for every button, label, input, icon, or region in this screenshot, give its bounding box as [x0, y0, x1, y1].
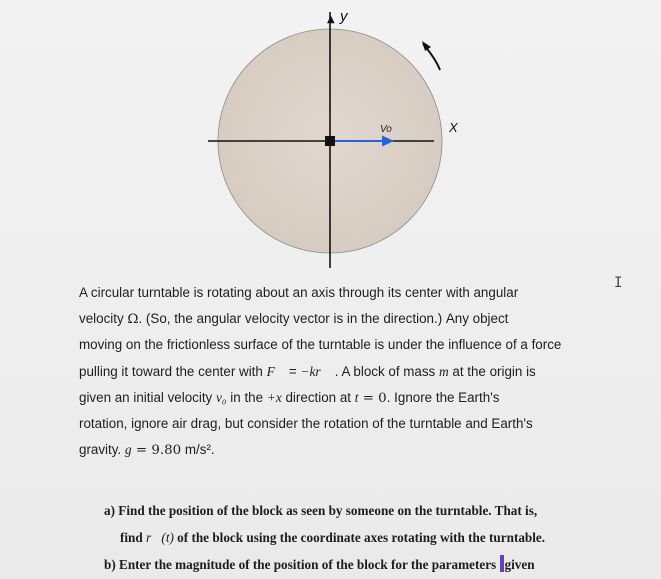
- rotation-arrowhead: [422, 41, 431, 51]
- problem-statement: [79, 280, 599, 463]
- statement-line-5: given an initial velocity v₀ in the +x direction at t = 0. Ignore the Earth's: [79, 389, 500, 406]
- question-b-line-1: b) Enter the magnitude of the position of the block for the parameters given: [104, 557, 535, 572]
- statement-line-6: rotation, ignore air drag, but consider the rotation of the turntable and Earth's: [79, 415, 533, 431]
- questions: [104, 497, 604, 578]
- x-axis-label: X: [449, 120, 458, 135]
- question-a-line-2: find r⃗(t) of the block using the coordinate axes rotating with the turntable.: [120, 530, 546, 545]
- statement-line-4: pulling it toward the center with F⃗ = −kr⃗ . A block of mass m at the origin is: [79, 363, 536, 379]
- statement-line-1: A circular turntable is rotating about an axis through its center with angular: [79, 285, 519, 300]
- velocity-label: Vo: [380, 124, 392, 135]
- y-axis-arrow-tick: ▲: [327, 14, 335, 25]
- text-cursor-icon: I: [614, 275, 623, 291]
- statement-line-2: velocity Ω. (So, the angular velocity vector is in the direction.) Any object: [79, 311, 509, 328]
- y-axis-label: y: [340, 8, 348, 25]
- statement-line-7: gravity. g = 9.80 m/s².: [79, 442, 215, 459]
- question-a-line-1: a) Find the position of the block as seen by someone on the turntable. That is,: [104, 503, 538, 518]
- statement-line-3: moving on the frictionless surface of the turntable is under the influence of a force: [79, 337, 562, 353]
- block: [325, 136, 335, 146]
